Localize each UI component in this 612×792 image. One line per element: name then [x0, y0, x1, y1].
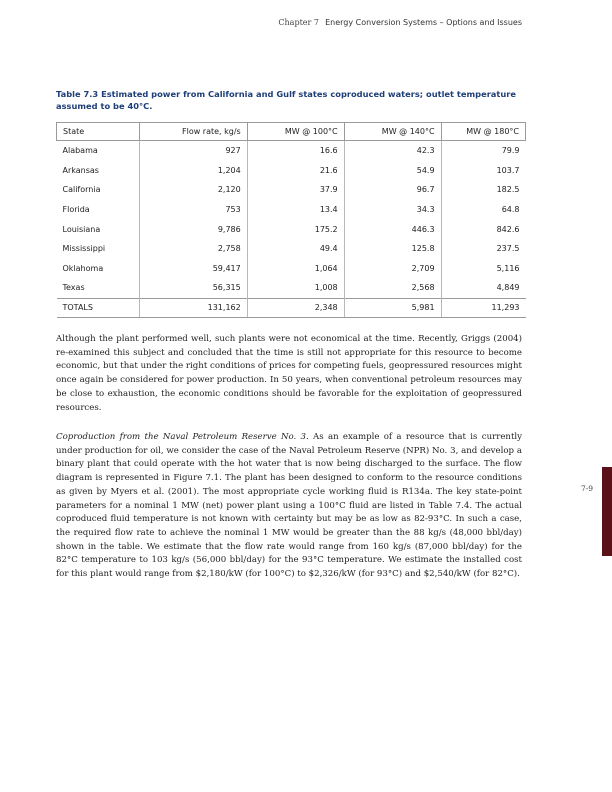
cell-mw-180: 182.5: [441, 180, 525, 200]
cell-flow-rate: 56,315: [140, 278, 247, 298]
cell-mw-100: 37.9: [247, 180, 344, 200]
cell-mw-140: 125.8: [344, 239, 441, 259]
cell-mw-140: 54.9: [344, 161, 441, 181]
cell-flow-rate: 59,417: [140, 259, 247, 279]
cell-mw-180: 237.5: [441, 239, 525, 259]
cell-mw-180: 79.9: [441, 141, 525, 161]
cell-state: Mississippi: [62, 244, 106, 254]
total-mw-140: 5,981: [344, 298, 441, 317]
cell-flow-rate: 927: [140, 141, 247, 161]
chapter-label: Chapter 7: [278, 18, 319, 27]
header-state: State: [57, 123, 140, 141]
body-paragraph-npr3: [56, 431, 522, 582]
cell-mw-140: 446.3: [344, 219, 441, 239]
table-row: [57, 200, 526, 220]
cell-mw-140: 96.7: [344, 180, 441, 200]
table-row: [57, 180, 526, 200]
cell-state: California: [62, 185, 101, 195]
paragraph-body: As an example of a resource that is currently under production for oil, we consider the case of the Naval Petroleum Reserve (NPR) No. 3, and develop a binary plant that could operate with the hot water that is now being discharged to the surface. The flow diagram is represented in Figure 7.1. The plant has been designed to conform to the resource conditions as given by Myers et al. (2001). The most appropriate cycle working fluid is R134a. The key state-point parameters for a nominal 1 MW (net) power plant using a 100°C fluid are listed in Table 7.4. The actual coproduced fluid temperature is not known with certainty but may be as low as 82-93°C. In such a case, the required flow rate to achieve the nominal 1 MW would be greater than the 88 kg/s (48,000 bbl/day) shown in the table. We estimate that the flow rate would range from 160 kg/s (87,000 bbl/day) for the 82°C temperature to 103 kg/s (56,000 bbl/day) for the 93°C temperature. We estimate the installed cost for this plant would range from $2,180/kW (for 100°C) to $2,326/kW (for 93°C) and $2,540/kW (for 82°C).: [56, 432, 523, 580]
cell-mw-180: 4,849: [441, 278, 525, 298]
header-mw-140: MW @ 140°C: [344, 123, 441, 141]
cell-mw-100: 175.2: [247, 219, 344, 239]
cell-mw-180: 103.7: [441, 161, 525, 181]
table-caption: Table 7.3 Estimated power from California and Gulf states coproduced waters; outlet temperature assumed to be 40°C.: [56, 89, 516, 111]
cell-state: Florida: [62, 205, 90, 215]
cell-mw-100: 16.6: [247, 141, 344, 161]
totals-row: [57, 298, 526, 317]
cell-mw-100: 21.6: [247, 161, 344, 181]
table-row: [57, 161, 526, 181]
chapter-thumb-tab: [602, 467, 612, 556]
run-in-heading: Coproduction from the Naval Petroleum Reserve No. 3.: [56, 432, 309, 442]
cell-mw-180: 5,116: [441, 259, 525, 279]
cell-flow-rate: 9,786: [140, 219, 247, 239]
cell-mw-100: 13.4: [247, 200, 344, 220]
cell-mw-140: 2,709: [344, 259, 441, 279]
table-row: [57, 219, 526, 239]
cell-mw-140: 42.3: [344, 141, 441, 161]
cell-mw-140: 2,568: [344, 278, 441, 298]
total-mw-100: 2,348: [247, 298, 344, 317]
table-header-row: [57, 123, 526, 141]
header-mw-180: MW @ 180°C: [441, 123, 525, 141]
table-row: [57, 278, 526, 298]
cell-flow-rate: 1,204: [140, 161, 247, 181]
cell-flow-rate: 2,120: [140, 180, 247, 200]
table-row: [57, 259, 526, 279]
header-flow-rate: Flow rate, kg/s: [140, 123, 247, 141]
header-mw-100: MW @ 100°C: [247, 123, 344, 141]
page-number: 7-9: [581, 484, 594, 493]
cell-state: Alabama: [62, 146, 98, 156]
cell-mw-140: 34.3: [344, 200, 441, 220]
cell-state: Texas: [62, 283, 85, 293]
total-flow-rate: 131,162: [140, 298, 247, 317]
table-row: [57, 141, 526, 161]
section-title: Energy Conversion Systems – Options and Issues: [325, 18, 522, 27]
cell-state: Louisiana: [62, 224, 101, 234]
table-row: [57, 239, 526, 259]
cell-mw-180: 842.6: [441, 219, 525, 239]
power-table: [56, 122, 526, 318]
total-mw-180: 11,293: [441, 298, 525, 317]
body-paragraph-geopressured: Although the plant performed well, such plants were not economical at the time. Recently, Griggs (2004) re-examined this subject and concluded that the time is still not appropriate for this resource to become economic, but that under the right conditions of prices for competing fuels, geopressured resources might once again be considered for power production. In 50 years, when conventional petroleum resources may be close to exhaustion, the economic conditions should be favorable for the exploitation of geopressured resources.: [56, 334, 522, 413]
cell-state: Oklahoma: [62, 263, 104, 273]
cell-state: Arkansas: [62, 165, 99, 175]
running-header: [278, 17, 522, 27]
cell-mw-100: 49.4: [247, 239, 344, 259]
cell-mw-100: 1,008: [247, 278, 344, 298]
cell-flow-rate: 753: [140, 200, 247, 220]
cell-mw-100: 1,064: [247, 259, 344, 279]
cell-mw-180: 64.8: [441, 200, 525, 220]
cell-flow-rate: 2,758: [140, 239, 247, 259]
totals-label: TOTALS: [57, 298, 140, 317]
